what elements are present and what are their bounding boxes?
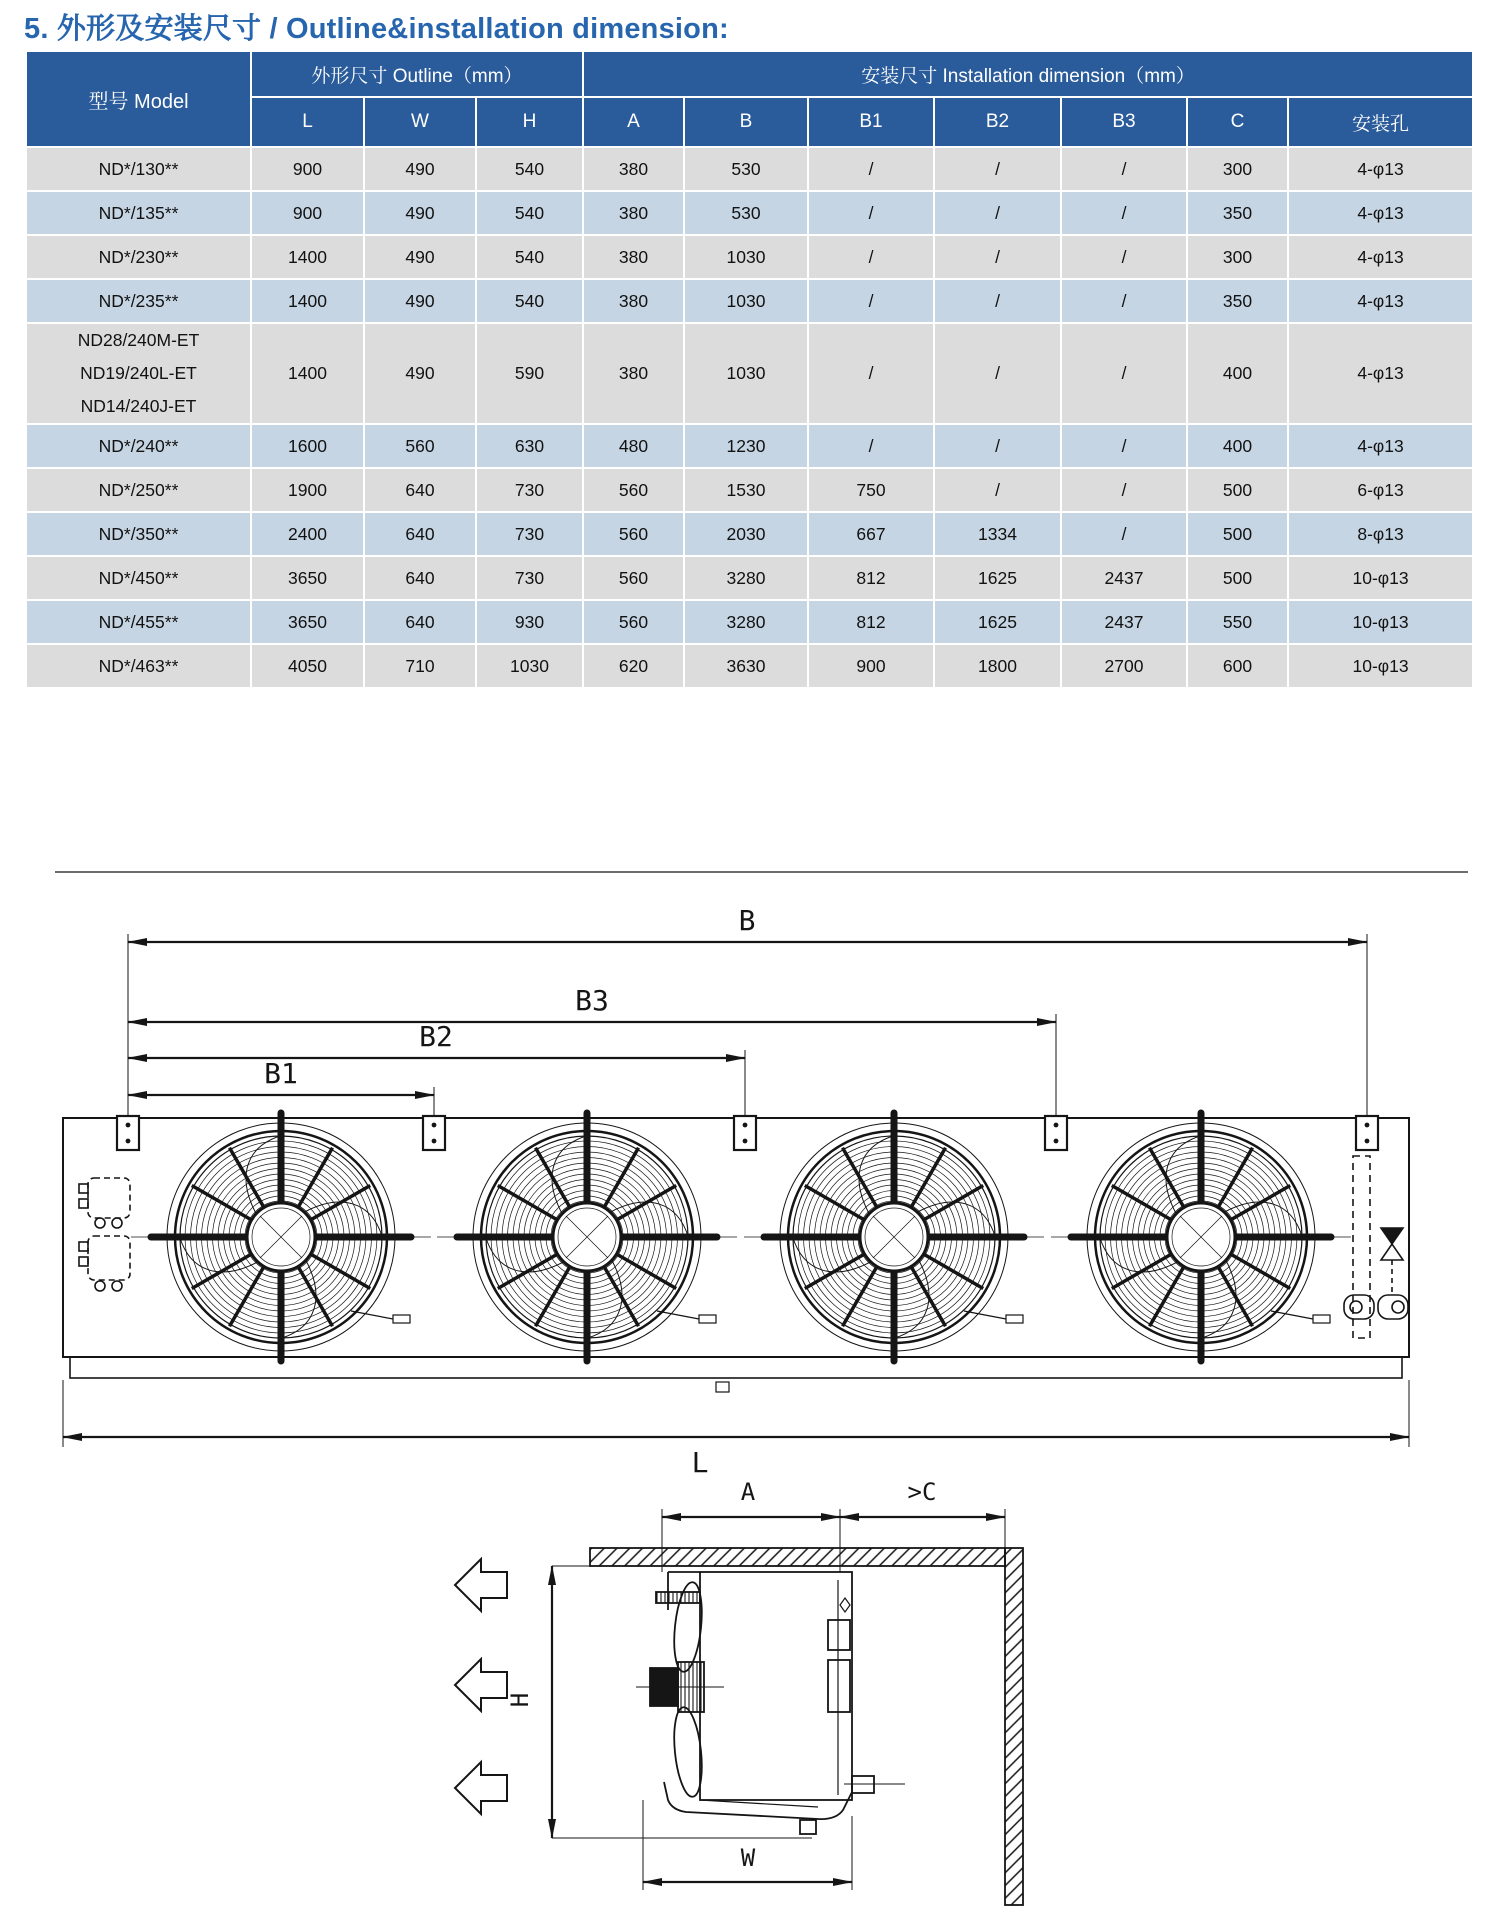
value-cell: / [808,424,934,468]
value-cell: 540 [476,235,583,279]
value-cell: / [934,279,1061,323]
value-cell: / [934,323,1061,424]
value-cell: 500 [1187,556,1288,600]
value-cell: 1600 [251,424,364,468]
value-cell: / [1061,279,1187,323]
value-cell: 380 [583,279,684,323]
table-row [26,279,1473,323]
value-cell: 550 [1187,600,1288,644]
airflow-arrow [455,1659,507,1711]
value-cell: 1230 [684,424,808,468]
value-cell: 900 [251,191,364,235]
dim-label-c: >C [907,1478,937,1506]
model-cell: ND*/450** [26,556,251,600]
mounting-bracket [1356,1116,1378,1150]
value-cell: 2437 [1061,600,1187,644]
ceiling-hatch [590,1548,1005,1566]
value-cell: / [808,191,934,235]
dim-label-a: A [740,1478,756,1506]
value-cell: 560 [364,424,476,468]
value-cell: 500 [1187,468,1288,512]
fan-guard [131,1113,431,1361]
value-cell: 3650 [251,556,364,600]
value-cell: 8-φ13 [1288,512,1473,556]
value-cell: / [934,235,1061,279]
rail-clip [716,1382,729,1392]
value-cell: / [808,235,934,279]
value-cell: 380 [583,323,684,424]
value-cell: 812 [808,556,934,600]
value-cell: 1030 [684,279,808,323]
mounting-bracket [117,1116,139,1150]
value-cell: 590 [476,323,583,424]
value-cell: 640 [364,512,476,556]
value-cell: 490 [364,323,476,424]
airflow-arrow [455,1559,507,1611]
table-row [26,147,1473,191]
value-cell: 6-φ13 [1288,468,1473,512]
value-cell: / [808,323,934,424]
value-cell: / [934,191,1061,235]
value-cell: / [1061,323,1187,424]
value-cell: 1030 [476,644,583,688]
dim-label-l: L [691,1446,709,1479]
dim-label-b: B [738,904,756,937]
value-cell: 1900 [251,468,364,512]
value-cell: 1334 [934,512,1061,556]
value-cell: 4-φ13 [1288,235,1473,279]
value-cell: 560 [583,600,684,644]
page-title: 5. 外形及安装尺寸 / Outline&installation dimension: [24,13,729,45]
table-row [26,235,1473,279]
side-view-drawing [455,1478,1023,1905]
value-cell: 710 [364,644,476,688]
col-header-l: L [251,97,364,147]
table-row [26,323,1473,424]
value-cell: / [934,147,1061,191]
value-cell: 540 [476,191,583,235]
value-cell: 4-φ13 [1288,191,1473,235]
model-cell: ND*/250** [26,468,251,512]
value-cell: 380 [583,235,684,279]
table-row [26,424,1473,468]
value-cell: 730 [476,556,583,600]
model-cell: ND*/240** [26,424,251,468]
value-cell: 560 [583,512,684,556]
value-cell: 530 [684,191,808,235]
value-cell: 4-φ13 [1288,279,1473,323]
value-cell: / [1061,147,1187,191]
col-header-mounting-hole: 安装孔 [1288,97,1473,147]
value-cell: 630 [476,424,583,468]
value-cell: 3280 [684,556,808,600]
model-cell: ND*/350** [26,512,251,556]
dim-label-b2: B2 [419,1020,453,1053]
value-cell: 1400 [251,235,364,279]
value-cell: 1030 [684,235,808,279]
dim-label-h: H [506,1692,534,1708]
value-cell: 750 [808,468,934,512]
value-cell: 730 [476,468,583,512]
wall-hatch [1005,1548,1023,1905]
value-cell: 400 [1187,323,1288,424]
value-cell: 490 [364,147,476,191]
value-cell: 640 [364,556,476,600]
value-cell: 667 [808,512,934,556]
value-cell: / [1061,235,1187,279]
value-cell: / [808,279,934,323]
value-cell: 480 [583,424,684,468]
dimension-table [25,50,1474,689]
value-cell: 10-φ13 [1288,644,1473,688]
value-cell: 600 [1187,644,1288,688]
model-cell: ND*/463** [26,644,251,688]
model-column-header: 型号 Model [26,51,251,147]
table-body [26,147,1473,688]
value-cell: 1400 [251,323,364,424]
model-cell: ND*/455** [26,600,251,644]
fan-guard [1051,1113,1351,1361]
value-cell: 380 [583,191,684,235]
value-cell: 1530 [684,468,808,512]
value-cell: 4-φ13 [1288,424,1473,468]
dim-label-w: W [740,1844,756,1872]
value-cell: 4050 [251,644,364,688]
value-cell: / [808,147,934,191]
value-cell: 1625 [934,556,1061,600]
value-cell: 620 [583,644,684,688]
value-cell: 350 [1187,191,1288,235]
value-cell: / [1061,512,1187,556]
value-cell: 900 [808,644,934,688]
model-cell: ND*/230** [26,235,251,279]
value-cell: 300 [1187,235,1288,279]
technical-drawing [0,870,1497,1931]
fan-guard [437,1113,737,1361]
value-cell: 490 [364,279,476,323]
value-cell: 640 [364,600,476,644]
value-cell: / [1061,468,1187,512]
value-cell: 490 [364,191,476,235]
col-header-b2: B2 [934,97,1061,147]
col-header-c: C [1187,97,1288,147]
value-cell: 300 [1187,147,1288,191]
mounting-bracket [423,1116,445,1150]
dim-label-b3: B3 [575,984,609,1017]
value-cell: 540 [476,147,583,191]
col-header-w: W [364,97,476,147]
model-cell: ND*/130** [26,147,251,191]
pipe-connections [1344,1156,1408,1338]
value-cell: 812 [808,600,934,644]
value-cell: 2437 [1061,556,1187,600]
table-row [26,191,1473,235]
dim-label-b1: B1 [264,1057,298,1090]
mounting-bracket [1045,1116,1067,1150]
value-cell: / [1061,424,1187,468]
value-cell: 540 [476,279,583,323]
value-cell: 2400 [251,512,364,556]
value-cell: 560 [583,556,684,600]
col-header-h: H [476,97,583,147]
model-cell: ND*/235** [26,279,251,323]
table-row [26,556,1473,600]
table-row [26,468,1473,512]
value-cell: 490 [364,235,476,279]
value-cell: / [934,424,1061,468]
value-cell: 3630 [684,644,808,688]
unit-cross-section [636,1572,905,1834]
airflow-arrow [455,1762,507,1814]
table-row [26,512,1473,556]
value-cell: 4-φ13 [1288,147,1473,191]
table-row [26,600,1473,644]
value-cell: 530 [684,147,808,191]
value-cell: 2030 [684,512,808,556]
value-cell: 560 [583,468,684,512]
col-header-b3: B3 [1061,97,1187,147]
installation-group-header: 安装尺寸 Installation dimension（mm） [583,51,1473,97]
value-cell: 380 [583,147,684,191]
value-cell: 3280 [684,600,808,644]
value-cell: 930 [476,600,583,644]
value-cell: / [1061,191,1187,235]
col-header-b: B [684,97,808,147]
value-cell: 2700 [1061,644,1187,688]
model-cell: ND*/135** [26,191,251,235]
value-cell: 640 [364,468,476,512]
value-cell: 1400 [251,279,364,323]
table-row [26,644,1473,688]
value-cell: 350 [1187,279,1288,323]
value-cell: 730 [476,512,583,556]
junction-boxes [79,1178,130,1291]
value-cell: 500 [1187,512,1288,556]
model-cell: ND28/240M-ET ND19/240L-ET ND14/240J-ET [26,323,251,424]
value-cell: 1625 [934,600,1061,644]
col-header-a: A [583,97,684,147]
value-cell: 10-φ13 [1288,600,1473,644]
value-cell: 4-φ13 [1288,323,1473,424]
col-header-b1: B1 [808,97,934,147]
value-cell: 900 [251,147,364,191]
fan-guard [744,1113,1044,1361]
value-cell: 3650 [251,600,364,644]
mounting-bracket [734,1116,756,1150]
value-cell: / [934,468,1061,512]
top-view-drawing [55,872,1468,1479]
value-cell: 10-φ13 [1288,556,1473,600]
value-cell: 1800 [934,644,1061,688]
value-cell: 1030 [684,323,808,424]
value-cell: 400 [1187,424,1288,468]
outline-group-header: 外形尺寸 Outline（mm） [251,51,583,97]
